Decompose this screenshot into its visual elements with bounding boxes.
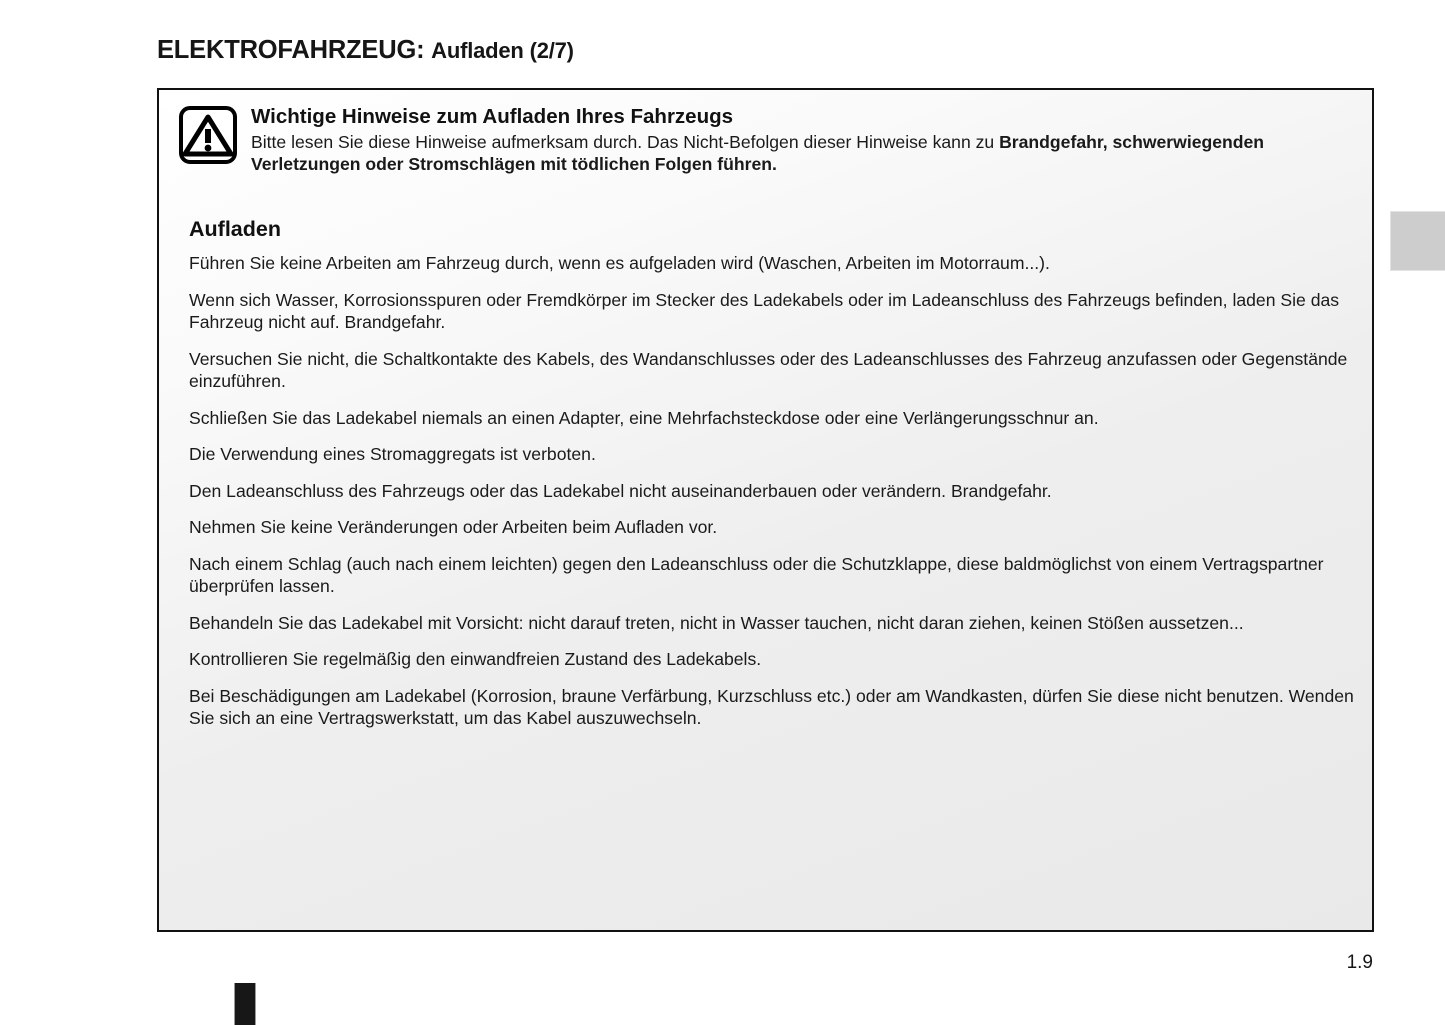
warning-heading: Wichtige Hinweise zum Aufladen Ihres Fahrzeugs [251,105,734,128]
page-title-sub: Aufladen (2/7) [431,38,574,63]
warning-body-bold: Brandgefahr, schwerwiegenden Verletzungen oder Stromschlägen mit tödlichen Folgen führen. [251,131,1265,174]
warning-callout [175,104,1354,175]
paragraph: Wenn sich Wasser, Korrosionsspuren oder Fremdkörper im Stecker des Ladekabels oder im Ladeanschluss des Fahrzeugs befinden, laden Sie das Fahrzeug nicht auf. Brandgefahr. [189,289,1340,333]
chapter-marker [234,983,256,1025]
warning-triangle-icon [179,106,237,164]
paragraph: Den Ladeanschluss des Fahrzeugs oder das Ladekabel nicht auseinanderbauen oder verändern. Brandgefahr. [189,480,1052,501]
paragraph: Schließen Sie das Ladekabel niemals an einen Adapter, eine Mehrfachsteckdose oder eine Verlängerungsschnur an. [189,407,1099,428]
section-heading: Aufladen [189,217,281,242]
paragraph: Führen Sie keine Arbeiten am Fahrzeug durch, wenn es aufgeladen wird (Waschen, Arbeiten im Motorraum...). [189,253,1050,274]
paragraph: Kontrollieren Sie regelmäßig den einwandfreien Zustand des Ladekabels. [189,649,762,670]
paragraph: Behandeln Sie das Ladekabel mit Vorsicht: nicht darauf treten, nicht in Wasser tauchen, nicht daran ziehen, keinen Stößen aussetzen... [189,612,1244,633]
page-number: 1.9 [1346,952,1373,973]
paragraph: Bei Beschädigungen am Ladekabel (Korrosion, braune Verfärbung, Kurzschluss etc.) oder am Wandkasten, dürfen Sie diese nicht benutzen. Wenden Sie sich an eine Vertragswerkstatt, um das Kabel auszuwechseln. [189,685,1354,729]
paragraph: Versuchen Sie nicht, die Schaltkontakte des Kabels, des Wandanschlusses oder des Ladeanschlusses des Fahrzeug anzufassen oder Gegenstände einzuführen. [189,348,1348,392]
page-title-main: ELEKTROFAHRZEUG: [157,36,425,64]
paragraph: Nach einem Schlag (auch nach einem leichten) gegen den Ladeanschluss oder die Schutzklappe, diese baldmöglichst von einem Vertragspartner überprüfen lassen. [189,553,1324,597]
warning-text-group [251,104,1354,175]
paragraph-list [189,252,1354,730]
page-title [157,36,574,65]
warning-body [251,131,1354,175]
paragraph: Nehmen Sie keine Veränderungen oder Arbeiten beim Aufladen vor. [189,517,718,538]
paragraph: Die Verwendung eines Stromaggregats ist verboten. [189,444,596,465]
content-box [157,88,1374,932]
chapter-thumb-tab [1390,211,1445,271]
warning-body-plain: Bitte lesen Sie diese Hinweise aufmerksam durch. Das Nicht-Befolgen dieser Hinweise kann zu [251,131,1000,152]
